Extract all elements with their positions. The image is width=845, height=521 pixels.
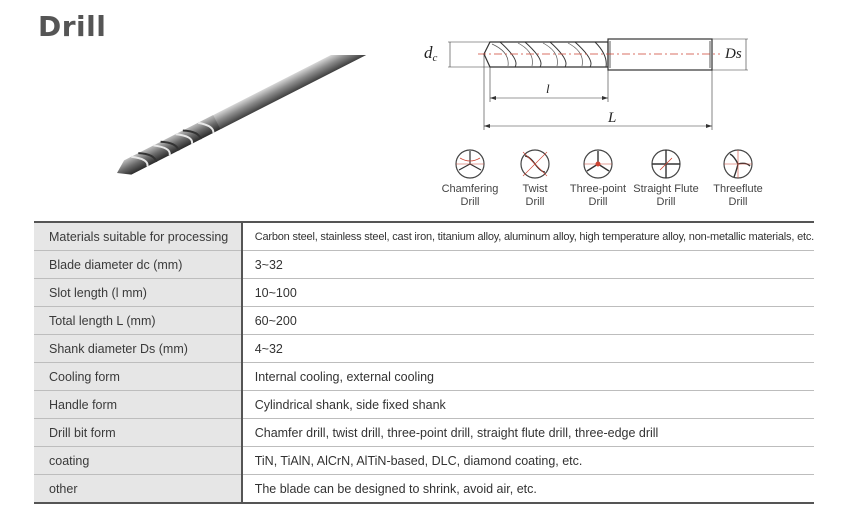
drill-type-straight-flute: [626, 148, 706, 209]
table-row: [34, 251, 814, 279]
spec-key: Total length L (mm): [34, 307, 242, 335]
drill-type-threeflute: [698, 148, 778, 209]
drill-type-label: Straight Flute Drill: [633, 183, 699, 208]
l-label: l: [546, 81, 550, 96]
spec-value: Internal cooling, external cooling: [242, 363, 814, 391]
chamfering-drill-icon: [454, 148, 486, 180]
spec-value: 4~32: [242, 335, 814, 363]
table-row: [34, 279, 814, 307]
drill-types: [432, 148, 772, 218]
spec-value: 3~32: [242, 251, 814, 279]
table-row: [34, 419, 814, 447]
drill-type-label: Three-point Drill: [569, 183, 627, 208]
spec-key: Materials suitable for processing: [34, 222, 242, 251]
spec-key: Cooling form: [34, 363, 242, 391]
table-row: [34, 307, 814, 335]
spec-key: Slot length (l mm): [34, 279, 242, 307]
spec-value: Cylindrical shank, side fixed shank: [242, 391, 814, 419]
straight-flute-drill-icon: [650, 148, 682, 180]
ds-label: Ds: [725, 46, 742, 62]
table-row: [34, 363, 814, 391]
spec-value: Chamfer drill, twist drill, three-point drill, straight flute drill, three-edge drill: [242, 419, 814, 447]
drill-type-label: Threeflute Drill: [713, 183, 763, 208]
spec-key: Blade diameter dc (mm): [34, 251, 242, 279]
spec-table: [34, 221, 814, 504]
threeflute-drill-icon: [722, 148, 754, 180]
table-row: [34, 447, 814, 475]
spec-key: Drill bit form: [34, 419, 242, 447]
spec-key: Shank diameter Ds (mm): [34, 335, 242, 363]
dc-label: dc: [424, 43, 438, 64]
drill-type-label: Chamfering Drill: [441, 183, 499, 208]
spec-value: 60~200: [242, 307, 814, 335]
table-row: [34, 222, 814, 251]
table-row: [34, 475, 814, 504]
drill-type-label: Twist Drill: [522, 183, 548, 208]
spec-value: TiN, TiAlN, AlCrN, AlTiN-based, DLC, diamond coating, etc.: [242, 447, 814, 475]
table-row: [34, 335, 814, 363]
L-label: L: [608, 110, 617, 126]
spec-key: coating: [34, 447, 242, 475]
twist-drill-icon: [519, 148, 551, 180]
spec-key: other: [34, 475, 242, 504]
three-point-drill-icon: [582, 148, 614, 180]
dimension-diagram: [420, 30, 750, 135]
table-row: [34, 391, 814, 419]
drill-photo: [105, 55, 390, 190]
spec-value: 10~100: [242, 279, 814, 307]
page-title: Drill: [38, 10, 107, 43]
spec-value: Carbon steel, stainless steel, cast iron, titanium alloy, aluminum alloy, high temperature alloy, non-metallic materials, etc.: [242, 222, 814, 251]
spec-value: The blade can be designed to shrink, avoid air, etc.: [242, 475, 814, 504]
spec-key: Handle form: [34, 391, 242, 419]
